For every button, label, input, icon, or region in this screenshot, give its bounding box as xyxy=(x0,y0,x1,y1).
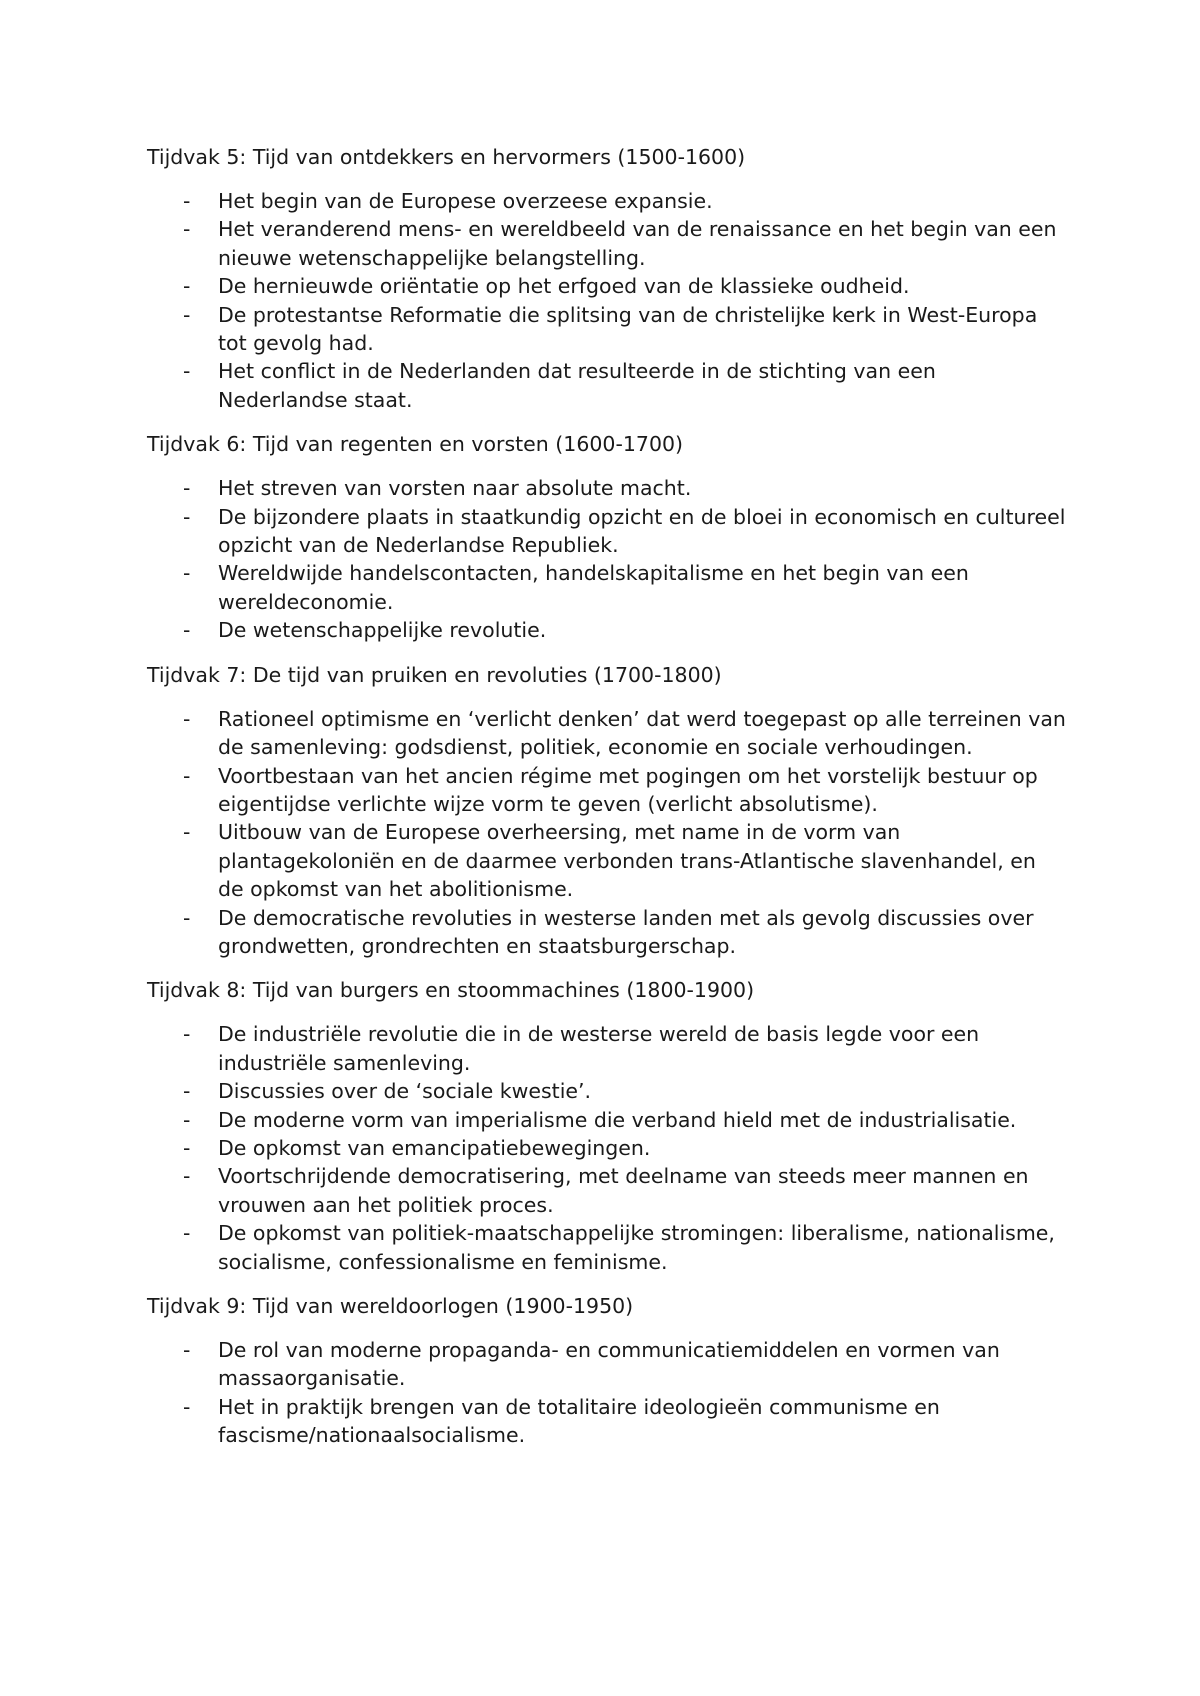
bullet-dash: - xyxy=(183,359,191,384)
bullet-dash: - xyxy=(183,763,191,788)
bullet-dash: - xyxy=(183,1107,191,1132)
bullet-dash: - xyxy=(183,561,191,586)
bullet-list xyxy=(147,1020,1067,1276)
section-tijdvak-8 xyxy=(147,976,1067,1276)
list-item xyxy=(147,215,1067,272)
list-item xyxy=(147,904,1067,961)
list-item-text: De protestantse Reformatie die splitsing van de christelijke kerk in West-Europa tot gevolg had. xyxy=(218,302,1038,356)
list-item xyxy=(147,301,1067,358)
list-item xyxy=(147,1020,1067,1077)
bullet-dash: - xyxy=(183,1338,191,1362)
list-item-text: Wereldwijde handelscontacten, handelskapitalisme en het begin van een wereldeconomie. xyxy=(218,561,969,614)
list-item-text: De industriële revolutie die in de westerse wereld de basis legde voor een industriële samenleving. xyxy=(218,1022,980,1075)
bullet-dash: - xyxy=(183,189,191,213)
bullet-dash: - xyxy=(183,1394,191,1419)
bullet-list xyxy=(147,187,1067,414)
list-item xyxy=(147,559,1067,616)
list-item xyxy=(147,1219,1067,1276)
bullet-list xyxy=(147,705,1067,961)
section-heading: Tijdvak 8: Tijd van burgers en stoommachines (1800-1900) xyxy=(147,978,755,1003)
bullet-dash: - xyxy=(183,706,191,731)
document-content xyxy=(147,143,1067,1466)
bullet-dash: - xyxy=(183,1164,191,1189)
list-item-text: De democratische revoluties in westerse landen met als gevolg discussies over grondwetten, grondrechten en staatsburgerschap. xyxy=(218,905,1034,958)
bullet-dash: - xyxy=(183,504,191,529)
bullet-dash: - xyxy=(183,476,191,501)
list-item xyxy=(147,1162,1067,1219)
list-item-text: Het conflict in de Nederlanden dat resulteerde in de stichting van een Nederlandse staat. xyxy=(218,359,936,412)
bullet-list xyxy=(147,474,1067,644)
bullet-dash: - xyxy=(183,618,191,643)
list-item xyxy=(147,357,1067,414)
list-item-text: De opkomst van emancipatiebewegingen. xyxy=(218,1135,651,1160)
list-item-text: Voortbestaan van het ancien régime met pogingen om het vorstelijk bestuur op eigentijdse verlichte wijze vorm te geven (verlicht absolutisme). xyxy=(218,763,1038,816)
section-tijdvak-9 xyxy=(147,1292,1067,1450)
bullet-dash: - xyxy=(183,1135,191,1160)
bullet-dash: - xyxy=(183,820,191,845)
list-item xyxy=(147,616,1067,644)
list-item-text: De wetenschappelijke revolutie. xyxy=(218,618,547,643)
list-item xyxy=(147,187,1067,215)
bullet-dash: - xyxy=(183,274,191,299)
list-item-text: Discussies over de ‘sociale kwestie’. xyxy=(218,1079,592,1104)
bullet-dash: - xyxy=(183,302,191,327)
section-tijdvak-5 xyxy=(147,143,1067,414)
list-item xyxy=(147,1393,1067,1450)
list-item-text: De moderne vorm van imperialisme die verband hield met de industrialisatie. xyxy=(218,1107,1017,1132)
bullet-dash: - xyxy=(183,1079,191,1104)
list-item-text: Het veranderend mens- en wereldbeeld van de renaissance en het begin van een nieuwe wetenschappelijke belangstelling. xyxy=(218,217,1057,270)
section-tijdvak-7 xyxy=(147,661,1067,961)
bullet-list xyxy=(147,1336,1067,1450)
list-item xyxy=(147,1077,1067,1105)
bullet-dash: - xyxy=(183,1221,191,1246)
list-item xyxy=(147,1134,1067,1162)
list-item-text: Uitbouw van de Europese overheersing, met name in de vorm van plantagekoloniën en de daarmee verbonden trans-Atlantische slavenhandel, en de opkomst van het abolitionisme. xyxy=(218,820,1036,902)
bullet-dash: - xyxy=(183,217,191,242)
list-item xyxy=(147,272,1067,300)
list-item-text: Het begin van de Europese overzeese expansie. xyxy=(218,189,713,213)
list-item xyxy=(147,705,1067,762)
section-heading: Tijdvak 9: Tijd van wereldoorlogen (1900-1950) xyxy=(147,1294,634,1318)
list-item xyxy=(147,762,1067,819)
list-item-text: De hernieuwde oriëntatie op het erfgoed van de klassieke oudheid. xyxy=(218,274,910,299)
list-item-text: De rol van moderne propaganda- en communicatiemiddelen en vormen van massaorganisatie. xyxy=(218,1338,1000,1391)
section-heading: Tijdvak 6: Tijd van regenten en vorsten (1600-1700) xyxy=(147,432,684,457)
list-item-text: Het in praktijk brengen van de totalitaire ideologieën communisme en fascisme/nationaalsocialisme. xyxy=(218,1394,940,1448)
bullet-dash: - xyxy=(183,905,191,930)
list-item xyxy=(147,1106,1067,1134)
list-item xyxy=(147,503,1067,560)
list-item-text: Het streven van vorsten naar absolute macht. xyxy=(218,476,692,501)
list-item-text: Rationeel optimisme en ‘verlicht denken’ dat werd toegepast op alle terreinen van de samenleving: godsdienst, politiek, economie en sociale verhoudingen. xyxy=(218,706,1066,760)
list-item-text: De bijzondere plaats in staatkundig opzicht en de bloei in economisch en cultureel opzicht van de Nederlandse Republiek. xyxy=(218,504,1066,558)
list-item xyxy=(147,474,1067,502)
list-item-text: De opkomst van politiek-maatschappelijke stromingen: liberalisme, nationalisme, socialisme, confessionalisme en feminisme. xyxy=(218,1221,1055,1274)
section-tijdvak-6 xyxy=(147,430,1067,644)
list-item xyxy=(147,1336,1067,1393)
bullet-dash: - xyxy=(183,1022,191,1047)
list-item-text: Voortschrijdende democratisering, met deelname van steeds meer mannen en vrouwen aan het politiek proces. xyxy=(218,1164,1029,1217)
section-heading: Tijdvak 5: Tijd van ontdekkers en hervormers (1500-1600) xyxy=(147,145,746,169)
section-heading: Tijdvak 7: De tijd van pruiken en revoluties (1700-1800) xyxy=(147,662,722,687)
list-item xyxy=(147,818,1067,903)
